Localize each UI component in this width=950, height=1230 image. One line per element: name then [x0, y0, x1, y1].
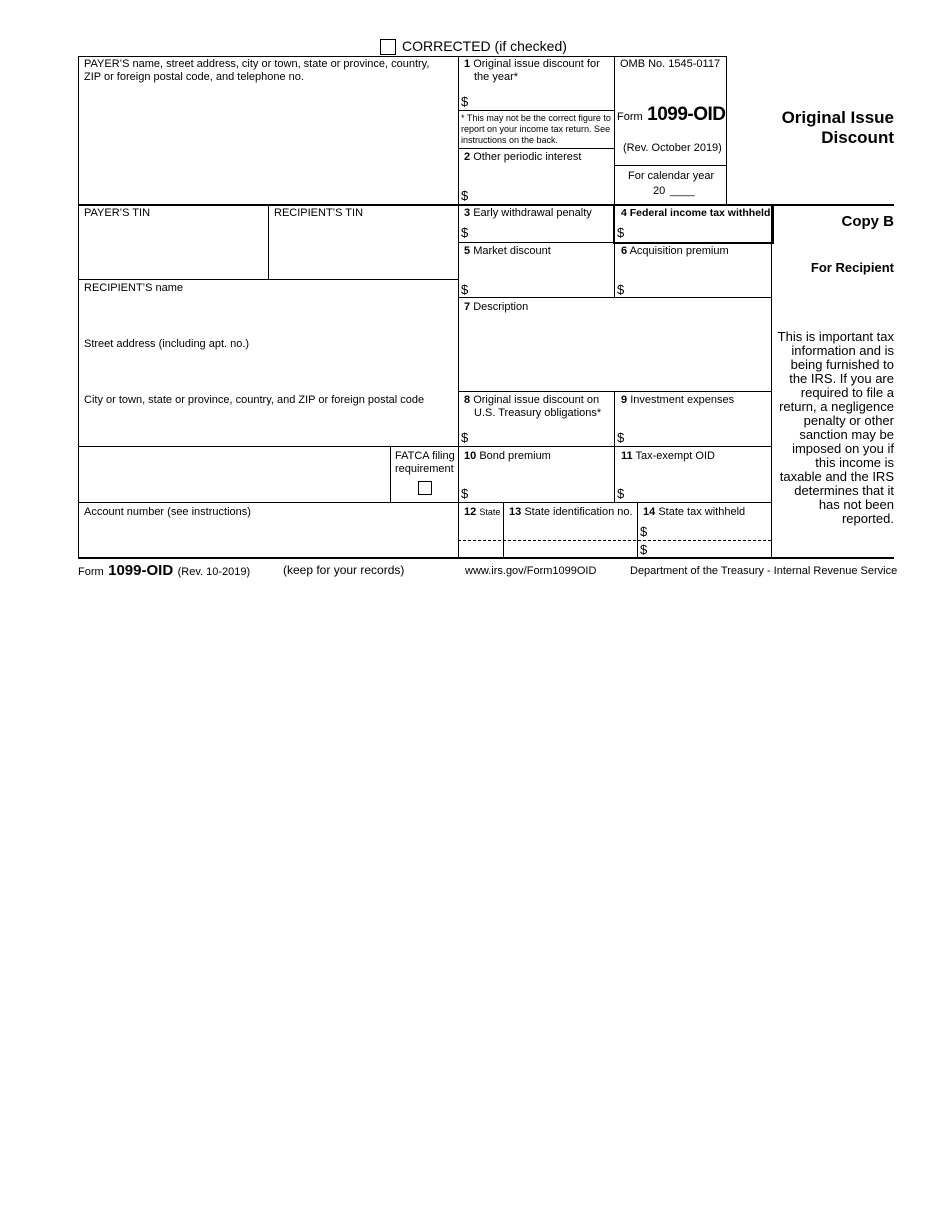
recipient-name-label: RECIPIENT’S name — [84, 282, 184, 294]
box-12-label: 12 State — [464, 506, 501, 518]
footer-url: www.irs.gov/Form1099OID — [465, 565, 597, 577]
box-3-label: 3 Early withdrawal penalty — [464, 207, 592, 219]
payer-tin-label: PAYER’S TIN — [84, 207, 151, 219]
box-1-label: 1 Original issue discount for — [464, 58, 600, 70]
box-1-label-line2: the year* — [474, 71, 519, 83]
form-number-block: Form 1099-OID — [617, 104, 726, 125]
box-14-dollar-1: $ — [640, 524, 648, 539]
omb-number: OMB No. 1545-0117 — [620, 58, 721, 70]
for-recipient-label: For Recipient — [810, 260, 894, 275]
box-9-dollar: $ — [617, 430, 625, 445]
box-6-label: 6 Acquisition premium — [621, 245, 729, 257]
street-address-label: Street address (including apt. no.) — [84, 338, 250, 350]
account-number-label: Account number (see instructions) — [84, 506, 251, 518]
city-label: City or town, state or province, country, and ZIP or foreign postal code — [84, 394, 425, 406]
corrected-label: CORRECTED (if checked) — [402, 38, 567, 54]
footer-department: Department of the Treasury - Internal Revenue Service — [630, 565, 898, 577]
footer-form-id: Form 1099-OID (Rev. 10-2019) — [78, 562, 251, 579]
footer-keep-records: (keep for your records) — [283, 563, 405, 577]
box-4-label: 4 Federal income tax withheld — [621, 207, 771, 219]
fatca-label-1: FATCA filing — [395, 450, 455, 462]
box-6-dollar: $ — [617, 282, 625, 297]
box-5-dollar: $ — [461, 282, 469, 297]
box-5-label: 5 Market discount — [464, 245, 551, 257]
box-8-label: 8 Original issue discount on — [464, 394, 600, 406]
box-13-label: 13 State identification no. — [509, 506, 633, 518]
box-1-dollar: $ — [461, 94, 469, 109]
fatca-checkbox[interactable] — [418, 481, 432, 495]
box-10-label: 10 Bond premium — [464, 450, 551, 462]
fatca-label-2: requirement — [395, 463, 454, 475]
box-9-label: 9 Investment expenses — [621, 394, 735, 406]
box-3-dollar: $ — [461, 225, 469, 240]
box-4-dollar: $ — [617, 225, 625, 240]
payer-name-label: PAYER’S name, street address, city or town, state or province, country, ZIP or foreign postal code, and telephone no. — [84, 58, 430, 83]
box-14-dollar-2: $ — [640, 542, 648, 557]
form-title-line1: Original Issue — [781, 108, 894, 127]
calendar-year-blank[interactable]: ____ — [670, 185, 695, 197]
recipient-tin-label: RECIPIENT’S TIN — [274, 207, 364, 219]
calendar-year-label: For calendar year — [628, 170, 715, 182]
form-title-line2: Discount — [821, 128, 894, 147]
box-2-label: 2 Other periodic interest — [464, 151, 582, 163]
box-8-dollar: $ — [461, 430, 469, 445]
box-10-dollar: $ — [461, 486, 469, 501]
box-14-label: 14 State tax withheld — [643, 506, 746, 518]
copy-b-label: Copy B — [841, 213, 894, 230]
corrected-checkbox[interactable] — [380, 39, 396, 55]
box-1-footnote: * This may not be the correct figure to report on your income tax return. See instructions on the back. — [461, 113, 611, 145]
box-11-label: 11 Tax-exempt OID — [621, 450, 715, 462]
box-2-dollar: $ — [461, 188, 469, 203]
important-tax-notice: This is important tax information and is being furnished to the IRS. If you are required to file a return, a negligence penalty or other sanction may be imposed on you if this income is taxable and the IRS determines that it has not been reported. — [777, 329, 894, 526]
form-revision: (Rev. October 2019) — [623, 142, 722, 154]
calendar-year-prefix: 20 — [653, 185, 666, 197]
box-11-dollar: $ — [617, 486, 625, 501]
box-8-label-line2: U.S. Treasury obligations* — [474, 407, 602, 419]
box-7-label: 7 Description — [464, 301, 529, 313]
